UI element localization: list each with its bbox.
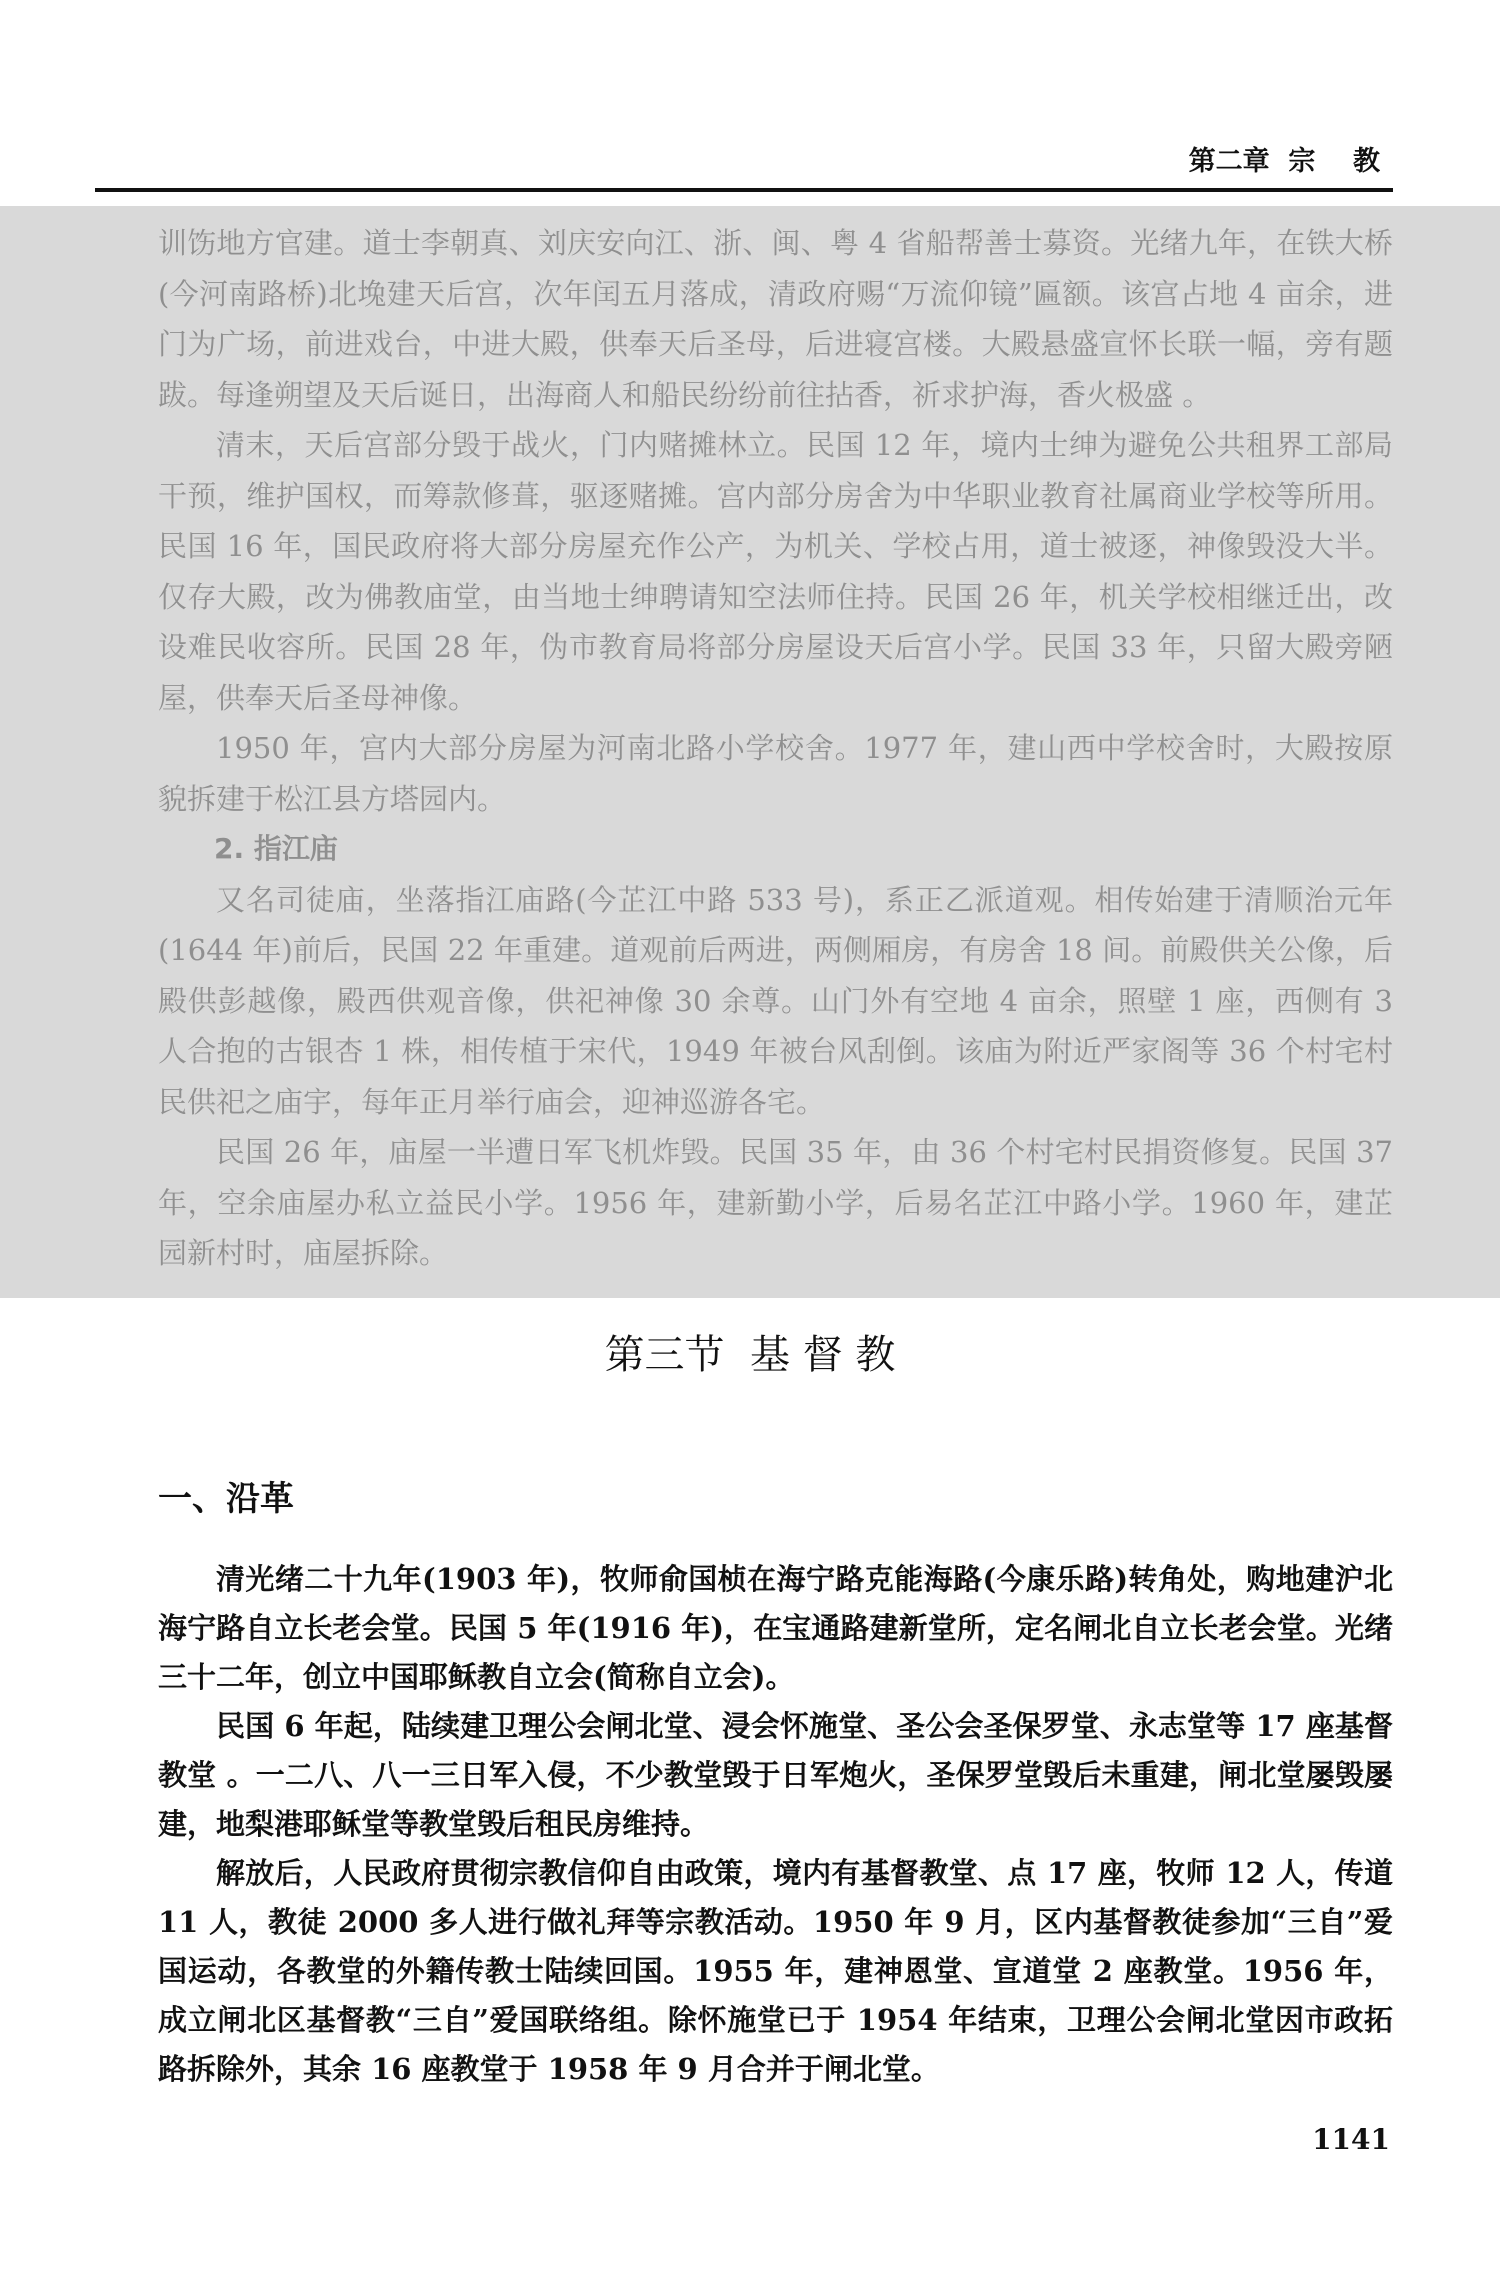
section-title: 第三节 基 督 教 [604, 1332, 896, 1378]
section-body [158, 1555, 1393, 2094]
body-paragraph: 解放后，人民政府贯彻宗教信仰自由政策，境内有基督教堂、点 17 座，牧师 12 人，传道 11 人，教徒 2000 多人进行做礼拜等宗教活动。1950 年 9 月，区内基督教徒参加“三自”爱国运动，各教堂的外籍传教士陆续回国。1955 年，建神恩堂、宣道堂 2 座教堂。1956 年，成立闸北区基督教“三自”爱国联络组。除怀施堂已于 1954 年结束，卫理公会闸北堂因市政拓路拆除外，其余 16 座教堂于 1958 年 9 月合并于闸北堂。 [158, 1856, 1393, 2086]
header-rule [95, 188, 1393, 192]
shaded-paragraph: 清末，天后宫部分毁于战火，门内赌摊林立。民国 12 年，境内士绅为避免公共租界工部局干预，维护国权，而筹款修葺，驱逐赌摊。宫内部分房舍为中华职业教育社属商业学校等所用。民国 16 年，国民政府将大部分房屋充作公产，为机关、学校占用，道士被逐，神像毁没大半。仅存大殿，改为佛教庙堂，由当地士绅聘请知空法师住持。民国 26 年，机关学校相继迁出，改设难民收容所。民国 28 年，伪市教育局将部分房屋设天后宫小学。民国 33 年，只留大殿旁陋屋，供奉天后圣母神像。 [158, 428, 1393, 715]
body-paragraph: 清光绪二十九年(1903 年)，牧师俞国桢在海宁路克能海路(今康乐路)转角处，购地建沪北海宁路自立长老会堂。民国 5 年(1916 年)，在宝通路建新堂所，定名闸北自立长老会堂。光绪三十二年，创立中国耶稣教自立会(简称自立会)。 [158, 1562, 1393, 1694]
shaded-continuation-text [158, 218, 1393, 1279]
shaded-paragraph: 民国 26 年，庙屋一半遭日军飞机炸毁。民国 35 年，由 36 个村宅村民捐资修复。民国 37 年，空余庙屋办私立益民小学。1956 年，建新勤小学，后易名芷江中路小学。1960 年，建芷园新村时，庙屋拆除。 [158, 1135, 1393, 1270]
shaded-paragraph: 又名司徒庙，坐落指江庙路(今芷江中路 533 号)，系正乙派道观。相传始建于清顺治元年(1644 年)前后，民国 22 年重建。道观前后两进，两侧厢房，有房舍 18 间。前殿供关公像，后殿供彭越像，殿西供观音像，供祀神像 30 余尊。山门外有空地 4 亩余，照壁 1 座，西侧有 3 人合抱的古银杏 1 株，相传植于宋代，1949 年被台风刮倒。该庙为附近严家阁等 36 个村宅村民供祀之庙宇，每年正月举行庙会，迎神巡游各宅。 [158, 882, 1393, 1119]
body-paragraph: 民国 6 年起，陆续建卫理公会闸北堂、浸会怀施堂、圣公会圣保罗堂、永志堂等 17 座基督教堂 。一二八、八一三日军入侵，不少教堂毁于日军炮火，圣保罗堂毁后未重建，闸北堂屡毁屡建，地梨港耶稣堂等教堂毁后租民房维持。 [158, 1709, 1393, 1841]
shaded-paragraph: 训饬地方官建。道士李朝真、刘庆安向江、浙、闽、粤 4 省船帮善士募资。光绪九年，在铁大桥(今河南路桥)北堍建天后宫，次年闰五月落成，清政府赐“万流仰镜”匾额。该宫占地 4 亩余，进门为广场，前进戏台，中进大殿，供奉天后圣母，后进寝宫楼。大殿悬盛宣怀长联一幅，旁有题跋。每逢朔望及天后诞日，出海商人和船民纷纷前往拈香，祈求护海，香火极盛 。 [158, 226, 1393, 412]
subsection-title: 一、沿革 [158, 1479, 294, 1519]
shaded-paragraph: 1950 年，宫内大部分房屋为河南北路小学校舍。1977 年，建山西中学校舍时，大殿按原貌拆建于松江县方塔园内。 [158, 731, 1393, 816]
page-number: 1141 [1312, 2123, 1390, 2156]
shaded-subheading: 2. 指江庙 [214, 832, 338, 865]
running-header: 第二章 宗 教 [1188, 146, 1380, 177]
